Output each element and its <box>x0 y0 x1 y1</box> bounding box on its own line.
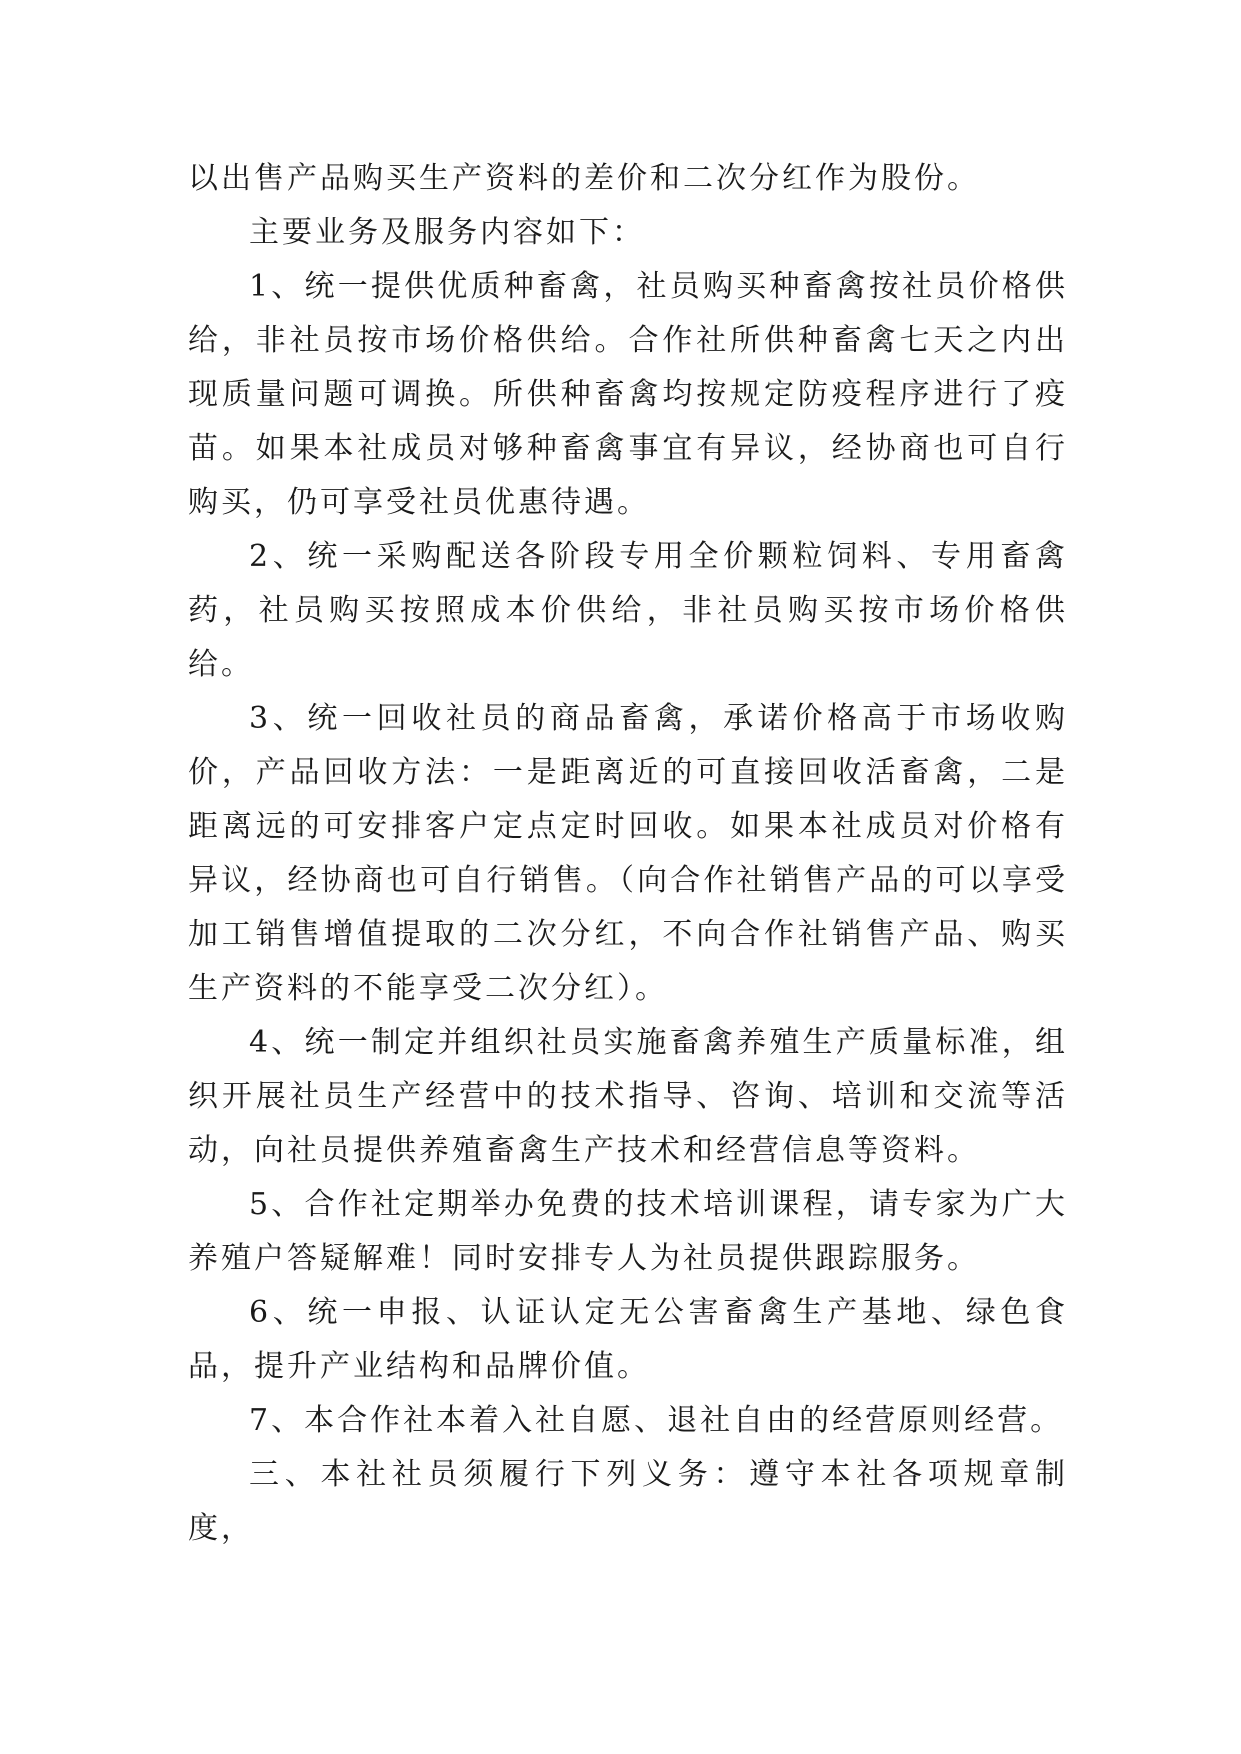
paragraph-3: 1、统一提供优质种畜禽，社员购买种畜禽按社员价格供给，非社员按市场价格供给。合作社所供种畜禽七天之内出现质量问题可调换。所供种畜禽均按规定防疫程序进行了疫苗。如果本社成员对够种畜禽事宜有异议，经协商也可自行购买，仍可享受社员优惠待遇。 <box>188 269 1068 520</box>
paragraph-1: 以出售产品购买生产资料的差价和二次分红作为股份。 <box>188 161 980 196</box>
paragraph-8: 6、统一申报、认证认定无公害畜禽生产基地、绿色食品，提升产业结构和品牌价值。 <box>188 1295 1068 1384</box>
paragraph-2: 主要业务及服务内容如下： <box>249 215 645 250</box>
paragraph-5: 3、统一回收社员的商品畜禽，承诺价格高于市场收购价，产品回收方法：一是距离近的可直接回收活畜禽，二是距离远的可安排客户定点定时回收。如果本社成员对价格有异议，经协商也可自行销售。（向合作社销售产品的可以享受加工销售增值提取的二次分红，不向合作社销售产品、购买生产资料的不能享受二次分红）。 <box>188 701 1068 1006</box>
paragraph-9: 7、本合作社本着入社自愿、退社自由的经营原则经营。 <box>249 1403 1064 1438</box>
paragraph-10: 三、本社社员须履行下列义务：遵守本社各项规章制度， <box>188 1457 1068 1546</box>
paragraph-4: 2、统一采购配送各阶段专用全价颗粒饲料、专用畜禽药，社员购买按照成本价供给，非社员购买按市场价格供给。 <box>188 539 1068 682</box>
body-text <box>188 152 1068 1556</box>
paragraph-6: 4、统一制定并组织社员实施畜禽养殖生产质量标准，组织开展社员生产经营中的技术指导、咨询、培训和交流等活动，向社员提供养殖畜禽生产技术和经营信息等资料。 <box>188 1025 1068 1168</box>
paragraph-7: 5、合作社定期举办免费的技术培训课程，请专家为广大养殖户答疑解难！同时安排专人为社员提供跟踪服务。 <box>188 1187 1068 1276</box>
